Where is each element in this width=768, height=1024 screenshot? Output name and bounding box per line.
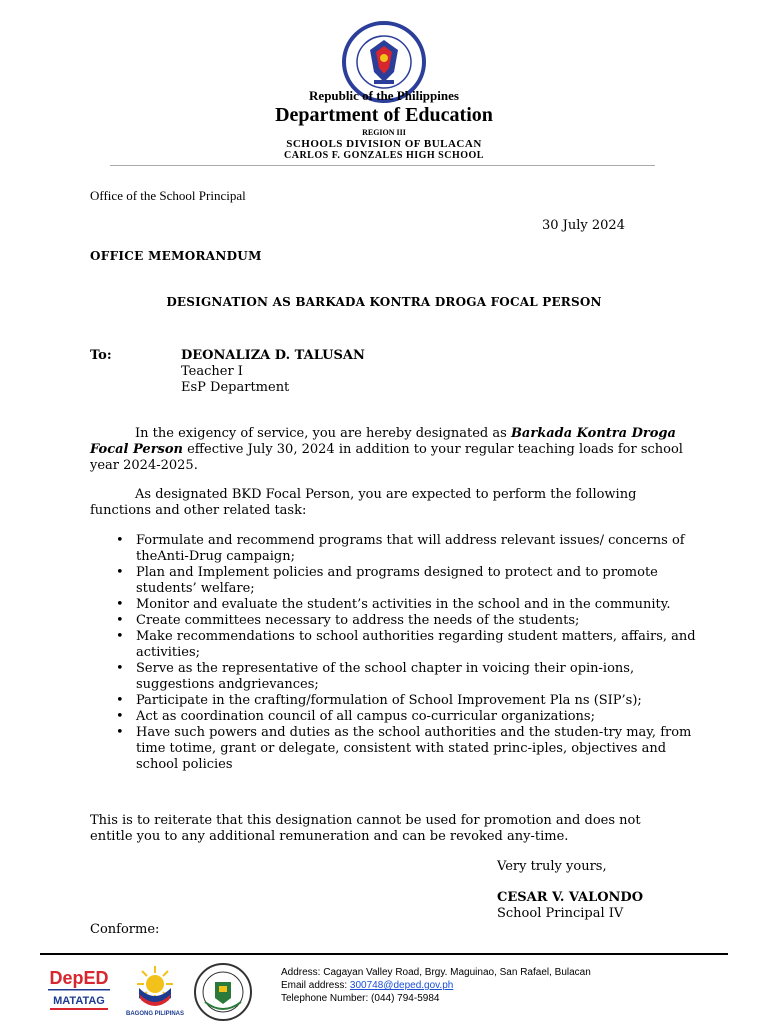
memo-date: 30 July 2024 — [542, 218, 625, 233]
school-seal-icon — [193, 962, 253, 1022]
footer-email-line: Email address: 300748@deped.gov.ph — [281, 980, 454, 991]
list-item: • Have such powers and duties as the school authorities and the studen-try may, from time totime, grant or delegate, consistent with stated princ-iples, objectives and school policies — [112, 725, 702, 773]
list-item: • Serve as the representative of the school chapter in voicing their opin-ions, suggestions andgrievances; — [112, 661, 702, 693]
footer-divider — [40, 953, 728, 955]
office-line: Office of the School Principal — [90, 188, 246, 203]
logo-deped-text: DepED — [49, 968, 109, 988]
list-item: • Participate in the crafting/formulation of School Improvement Pla ns (SIP’s); — [112, 693, 702, 709]
signatory-title: School Principal IV — [497, 906, 624, 921]
footer-address: Address: Cagayan Valley Road, Brgy. Maguinao, San Rafael, Bulacan — [281, 967, 591, 978]
paragraph-reiteration: This is to reiterate that this designation cannot be used for promotion and does not entitle you to any additional remuneration and can be revoked any-time. — [90, 813, 641, 844]
designation-title: Barkada Kontra Droga Focal Person — [90, 426, 676, 457]
division-heading: SCHOOLS DIVISION OF BULACAN — [286, 138, 482, 150]
paragraph-functions-intro: As designated BKD Focal Person, you are expected to perform the following functions and other related task: — [90, 487, 637, 518]
conforme-label: Conforme: — [90, 922, 160, 937]
recipient-name: DEONALIZA D. TALUSAN — [181, 348, 365, 363]
logo-matatag-text: MATATAG — [53, 995, 105, 1007]
list-item: • Make recommendations to school authorities regarding student matters, affairs, and activities; — [112, 629, 702, 661]
recipient-position: Teacher I — [181, 364, 243, 379]
logo-bagong-pilipinas-text: BAGONG PILIPINAS — [125, 1011, 185, 1017]
list-item: • Act as coordination council of all campus co-curricular organizations; — [112, 709, 702, 725]
list-item: • Monitor and evaluate the student’s activities in the school and in the community. — [112, 597, 702, 613]
school-heading: CARLOS F. GONZALES HIGH SCHOOL — [284, 150, 484, 161]
email-link[interactable]: 300748@deped.gov.ph — [349, 980, 454, 991]
list-item: • Create committees necessary to address the needs of the students; — [112, 613, 702, 629]
department-heading: Department of Education — [275, 104, 493, 126]
region-heading: REGION III — [362, 128, 406, 137]
list-item: • Plan and Implement policies and programs designed to protect and to promote students’ welfare; — [112, 565, 702, 597]
closing-line: Very truly yours, — [497, 859, 607, 874]
memo-label: OFFICE MEMORANDUM — [90, 249, 262, 263]
recipient-department: EsP Department — [181, 380, 290, 395]
paragraph-designation: In the exigency of service, you are hereby designated as Barkada Kontra Droga Focal Person effective July 30, 2024 in addition to your regular teaching loads for school year 2024-2025. — [90, 426, 683, 473]
footer-contact — [281, 966, 591, 1005]
bagong-pilipinas-logo-icon — [122, 962, 188, 1018]
republic-heading: Republic of the Philippines — [309, 88, 459, 103]
to-label: To: — [90, 348, 112, 363]
memo-subject: DESIGNATION AS BARKADA KONTRA DROGA FOCAL PERSON — [166, 295, 602, 309]
footer-phone: Telephone Number: (044) 794-5984 — [281, 993, 440, 1004]
functions-list — [112, 533, 702, 773]
header-divider — [110, 165, 655, 166]
signatory-name: CESAR V. VALONDO — [497, 890, 644, 905]
list-item: • Formulate and recommend programs that will address relevant issues/ concerns of theAnti-Drug campaign; — [112, 533, 702, 565]
deped-matatag-logo-icon — [44, 962, 114, 1014]
